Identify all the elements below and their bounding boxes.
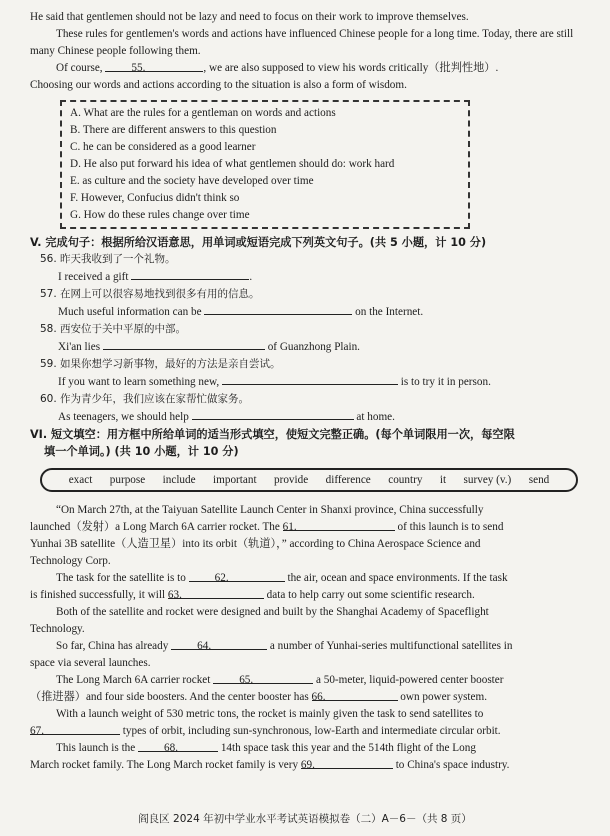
- option-d: D. He also put forward his idea of what gentlemen should do: work hard: [70, 158, 395, 170]
- passage-line: Yunhai 3B satellite（人造卫星）into its orbit（轨道），” according to China Aerospace Science and: [30, 538, 481, 550]
- passage-text: This launch is the: [56, 742, 139, 754]
- passage-text: The task for the satellite is to: [56, 572, 189, 584]
- passage-paragraph-6: With a launch weight of 530 metric tons, the rocket is mainly given the task to send satellites to: [56, 708, 484, 720]
- intro-paragraph-2: These rules for gentlemen's words and actions have influenced Chinese people for a long time. Today, there are still many Chinese people following them.: [30, 28, 574, 57]
- answer-58: [30, 338, 588, 356]
- question-57: 57. 在网上可以很容易地找到很多有用的信息。: [40, 288, 260, 300]
- answer-text: .: [249, 271, 253, 283]
- answer-text: of Guanzhong Plain.: [267, 341, 360, 353]
- passage-paragraph-7: [30, 740, 588, 757]
- answer-60: [30, 408, 588, 426]
- passage-text: 14th space task this year and the 514th flight of the Long: [218, 742, 476, 754]
- question-60: 60. 作为青少年，我们应该在家帮忙做家务。: [40, 393, 250, 405]
- answer-text: If you want to learn something new,: [58, 376, 220, 388]
- question-56: 56. 昨天我收到了一个礼物。: [40, 253, 176, 265]
- passage-text: So far, China has already: [56, 640, 172, 652]
- intro-text: , we are also supposed to view his words critically（批判性地）.: [203, 62, 499, 74]
- passage-paragraph-3: Both of the satellite and rocket were designed and built by the Shanghai Academy of Spaceflight: [56, 606, 489, 618]
- blank-62[interactable]: [189, 570, 285, 582]
- blank-number: 68.: [164, 742, 179, 754]
- blank-number: 66.: [311, 691, 326, 703]
- blank-61[interactable]: [283, 519, 395, 531]
- word-bank-item: difference: [325, 473, 371, 486]
- option-e: E. as culture and the society have developed over time: [70, 175, 314, 187]
- answer-text: is to try it in person.: [400, 376, 491, 388]
- blank-63[interactable]: [168, 587, 264, 599]
- answer-59: [30, 373, 588, 391]
- option-b: B. There are different answers to this question: [70, 124, 277, 136]
- intro-paragraph-4: Choosing our words and actions according to the situation is also a form of wisdom.: [30, 79, 407, 91]
- answer-text: at home.: [356, 411, 395, 423]
- option-g: G. How do these rules change over time: [70, 209, 250, 221]
- passage-paragraph-4: [30, 638, 588, 655]
- blank-55[interactable]: [105, 62, 203, 74]
- blank-number: 62.: [214, 572, 229, 584]
- passage-line: [30, 723, 588, 740]
- answer-56: [30, 268, 588, 286]
- intro-paragraph-1: He said that gentlemen should not be lazy and need to focus on their work to improve themselves.: [30, 11, 469, 23]
- answer-text: Xi'an lies: [58, 341, 101, 353]
- answer-57: [30, 303, 588, 321]
- passage-paragraph-5: [30, 672, 588, 689]
- passage-text: The Long March 6A carrier rocket: [56, 674, 214, 686]
- passage-line: [30, 519, 588, 536]
- passage-text: a 50-meter, liquid-powered center booster: [313, 674, 504, 686]
- word-bank-item: it: [439, 473, 447, 486]
- blank-68[interactable]: [138, 740, 218, 752]
- option-a: A. What are the rules for a gentleman on words and actions: [70, 107, 336, 119]
- blank-60[interactable]: [192, 408, 354, 420]
- passage-text: to China's space industry.: [392, 759, 510, 771]
- passage-paragraph-2: [30, 570, 588, 587]
- blank-66[interactable]: [312, 689, 398, 701]
- answer-text: I received a gift: [58, 271, 129, 283]
- passage-text: the air, ocean and space environments. If the task: [284, 572, 508, 584]
- answer-text: As teenagers, we should help: [58, 411, 189, 423]
- blank-number: 63.: [167, 589, 182, 601]
- passage-text: March rocket family. The Long March rocket family is very: [30, 759, 301, 771]
- passage-text: （推进器）and four side boosters. And the center booster has: [30, 691, 312, 703]
- passage-line: Technology.: [30, 623, 85, 635]
- blank-69[interactable]: [301, 757, 393, 769]
- passage-line: [30, 689, 588, 706]
- word-bank-item: include: [162, 473, 196, 486]
- word-bank-item: provide: [274, 473, 309, 486]
- intro-text: Of course,: [56, 62, 106, 74]
- passage-line: Technology Corp.: [30, 555, 111, 567]
- word-bank-item: country: [388, 473, 423, 486]
- page-footer: 阎良区 2024 年初中学业水平考试英语模拟卷（二）A－6－（共 8 页）: [138, 813, 472, 825]
- blank-number: 65.: [239, 674, 254, 686]
- blank-number: 61.: [282, 521, 297, 533]
- question-59: 59. 如果你想学习新事物，最好的方法是亲自尝试。: [40, 358, 281, 370]
- passage-line: [30, 757, 588, 774]
- passage-text: data to help carry out some scientific research.: [263, 589, 475, 601]
- passage-text: launched（发射）a Long March 6A carrier rocket. The: [30, 521, 283, 533]
- section-6-heading-cont: 填一个单词。) (共 10 小题，计 10 分): [44, 445, 239, 458]
- answer-text: Much useful information can be: [58, 306, 202, 318]
- passage-text: a number of Yunhai-series multifunctional satellites in: [267, 640, 513, 652]
- passage-text: own power system.: [397, 691, 487, 703]
- blank-67[interactable]: [30, 723, 120, 735]
- blank-number: 67.: [30, 725, 44, 737]
- word-bank-item: survey (v.): [463, 473, 512, 486]
- word-bank-item: exact: [68, 473, 93, 486]
- word-bank-item: important: [213, 473, 257, 486]
- passage-paragraph-1: “On March 27th, at the Taiyuan Satellite Launch Center in Shanxi province, China successfully: [56, 504, 484, 516]
- passage-text: types of orbit, including sun-synchronous, low-Earth and intermediate circular orbit.: [120, 725, 501, 737]
- section-6-heading: VI. 短文填空：用方框中所给单词的适当形式填空，使短文完整正确。(每个单词限用一次，每空限: [30, 428, 515, 441]
- passage-line: space via several launches.: [30, 657, 151, 669]
- options-box: [60, 100, 470, 229]
- blank-number: 64.: [197, 640, 212, 652]
- blank-59[interactable]: [222, 373, 398, 385]
- blank-number: 55.: [131, 62, 146, 74]
- intro-paragraph-3: [30, 60, 588, 77]
- passage-text: of this launch is to send: [394, 521, 504, 533]
- answer-text: on the Internet.: [355, 306, 424, 318]
- passage-line: [30, 587, 588, 604]
- passage-text: is finished successfully, it will: [30, 589, 168, 601]
- option-f: F. However, Confucius didn't think so: [70, 192, 240, 204]
- blank-64[interactable]: [171, 638, 267, 650]
- question-58: 58. 西安位于关中平原的中部。: [40, 323, 187, 335]
- blank-56[interactable]: [131, 268, 249, 280]
- blank-58[interactable]: [103, 338, 265, 350]
- option-c: C. he can be considered as a good learner: [70, 141, 256, 153]
- blank-65[interactable]: [213, 672, 313, 684]
- word-bank-item: purpose: [109, 473, 146, 486]
- section-5-heading: V. 完成句子：根据所给汉语意思，用单词或短语完成下列英文句子。(共 5 小题，计 10 分): [30, 236, 487, 249]
- blank-number: 69.: [300, 759, 315, 771]
- word-bank-box: [40, 468, 578, 492]
- blank-57[interactable]: [204, 303, 352, 315]
- word-bank-item: send: [528, 473, 550, 486]
